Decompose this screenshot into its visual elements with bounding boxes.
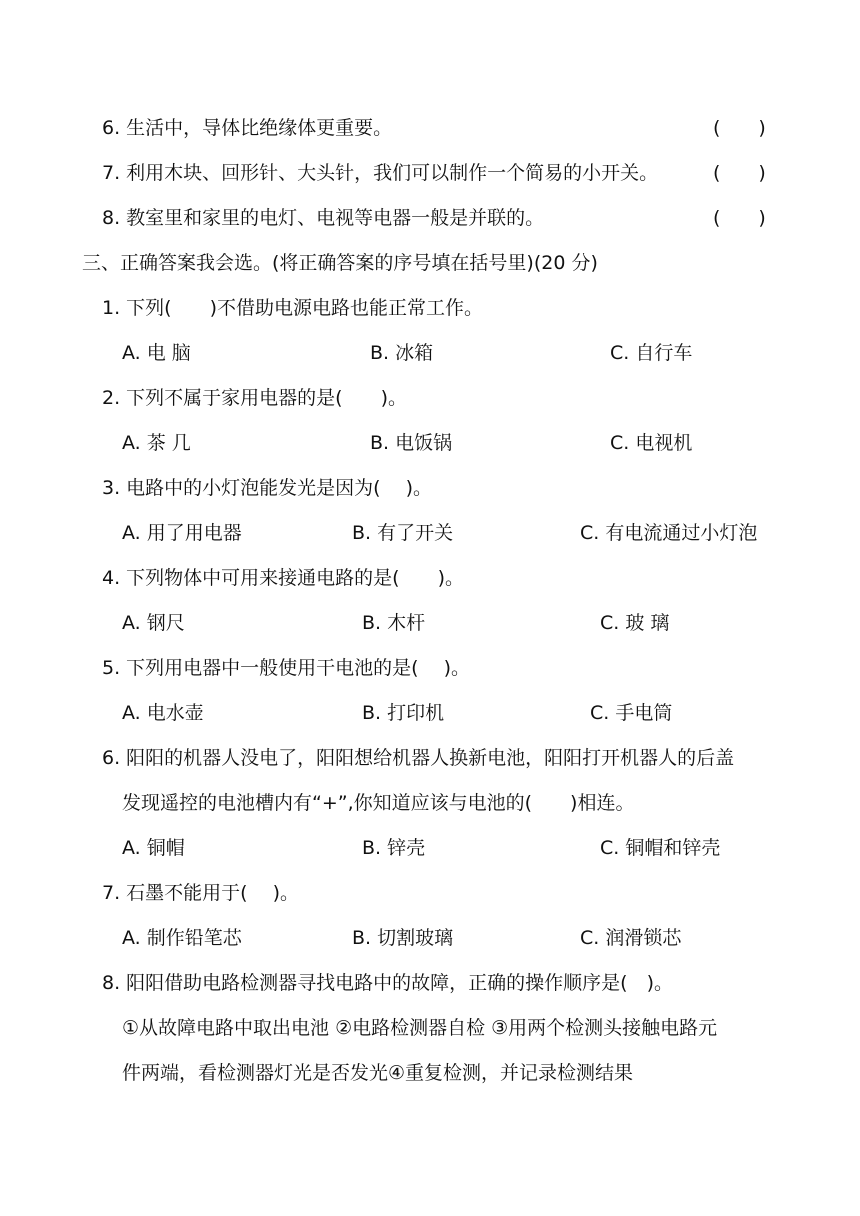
question-stem-1: 1. 下列( )不借助电源电路也能正常工作。 bbox=[102, 297, 483, 319]
answer-blank-8[interactable]: ( ) bbox=[713, 207, 766, 229]
option-4c[interactable]: C. 玻 璃 bbox=[600, 612, 670, 634]
question-stem-4: 4. 下列物体中可用来接通电路的是( )。 bbox=[102, 567, 464, 589]
answer-blank-6[interactable]: ( ) bbox=[713, 117, 766, 139]
question-stem-3: 3. 电路中的小灯泡能发光是因为( )。 bbox=[102, 477, 433, 499]
option-2c[interactable]: C. 电视机 bbox=[610, 432, 693, 454]
option-1c[interactable]: C. 自行车 bbox=[610, 342, 693, 364]
question-stem-8-steps-cont: 件两端，看检测器灯光是否发光④重复检测，并记录检测结果 bbox=[122, 1062, 634, 1084]
question-stem-5: 5. 下列用电器中一般使用干电池的是( )。 bbox=[102, 657, 471, 679]
option-6b[interactable]: B. 锌壳 bbox=[362, 837, 426, 859]
option-4a[interactable]: A. 钢尺 bbox=[122, 612, 185, 634]
option-3a[interactable]: A. 用了用电器 bbox=[122, 522, 242, 544]
question-stem-6-cont: 发现遥控的电池槽内有“+”,你知道应该与电池的( )相连。 bbox=[122, 792, 635, 814]
answer-blank-7[interactable]: ( ) bbox=[713, 162, 766, 184]
option-1b[interactable]: B. 冰箱 bbox=[370, 342, 434, 364]
option-2a[interactable]: A. 茶 几 bbox=[122, 432, 191, 454]
option-1a[interactable]: A. 电 脑 bbox=[122, 342, 191, 364]
option-3b[interactable]: B. 有了开关 bbox=[352, 522, 454, 544]
question-stem-2: 2. 下列不属于家用电器的是( )。 bbox=[102, 387, 407, 409]
judgement-item-6: 6. 生活中，导体比绝缘体更重要。 bbox=[102, 117, 393, 139]
judgement-item-7: 7. 利用木块、回形针、大头针，我们可以制作一个简易的小开关。 bbox=[102, 162, 659, 184]
option-7b[interactable]: B. 切割玻璃 bbox=[352, 927, 454, 949]
judgement-item-8: 8. 教室里和家里的电灯、电视等电器一般是并联的。 bbox=[102, 207, 545, 229]
question-stem-7: 7. 石墨不能用于( )。 bbox=[102, 882, 300, 904]
option-5a[interactable]: A. 电水壶 bbox=[122, 702, 204, 724]
option-2b[interactable]: B. 电饭锅 bbox=[370, 432, 453, 454]
section-title: 三、正确答案我会选。(将正确答案的序号填在括号里)(20 分) bbox=[82, 252, 598, 274]
option-7a[interactable]: A. 制作铅笔芯 bbox=[122, 927, 242, 949]
question-stem-8: 8. 阳阳借助电路检测器寻找电路中的故障，正确的操作顺序是( )。 bbox=[102, 972, 673, 994]
option-6a[interactable]: A. 铜帽 bbox=[122, 837, 185, 859]
option-7c[interactable]: C. 润滑锁芯 bbox=[580, 927, 682, 949]
question-stem-8-steps: ①从故障电路中取出电池 ②电路检测器自检 ③用两个检测头接触电路元 bbox=[122, 1017, 718, 1039]
option-5c[interactable]: C. 手电筒 bbox=[590, 702, 673, 724]
option-5b[interactable]: B. 打印机 bbox=[362, 702, 445, 724]
question-stem-6: 6. 阳阳的机器人没电了，阳阳想给机器人换新电池，阳阳打开机器人的后盖 bbox=[102, 747, 735, 769]
option-3c[interactable]: C. 有电流通过小灯泡 bbox=[580, 522, 758, 544]
option-4b[interactable]: B. 木杆 bbox=[362, 612, 426, 634]
option-6c[interactable]: C. 铜帽和锌壳 bbox=[600, 837, 721, 859]
